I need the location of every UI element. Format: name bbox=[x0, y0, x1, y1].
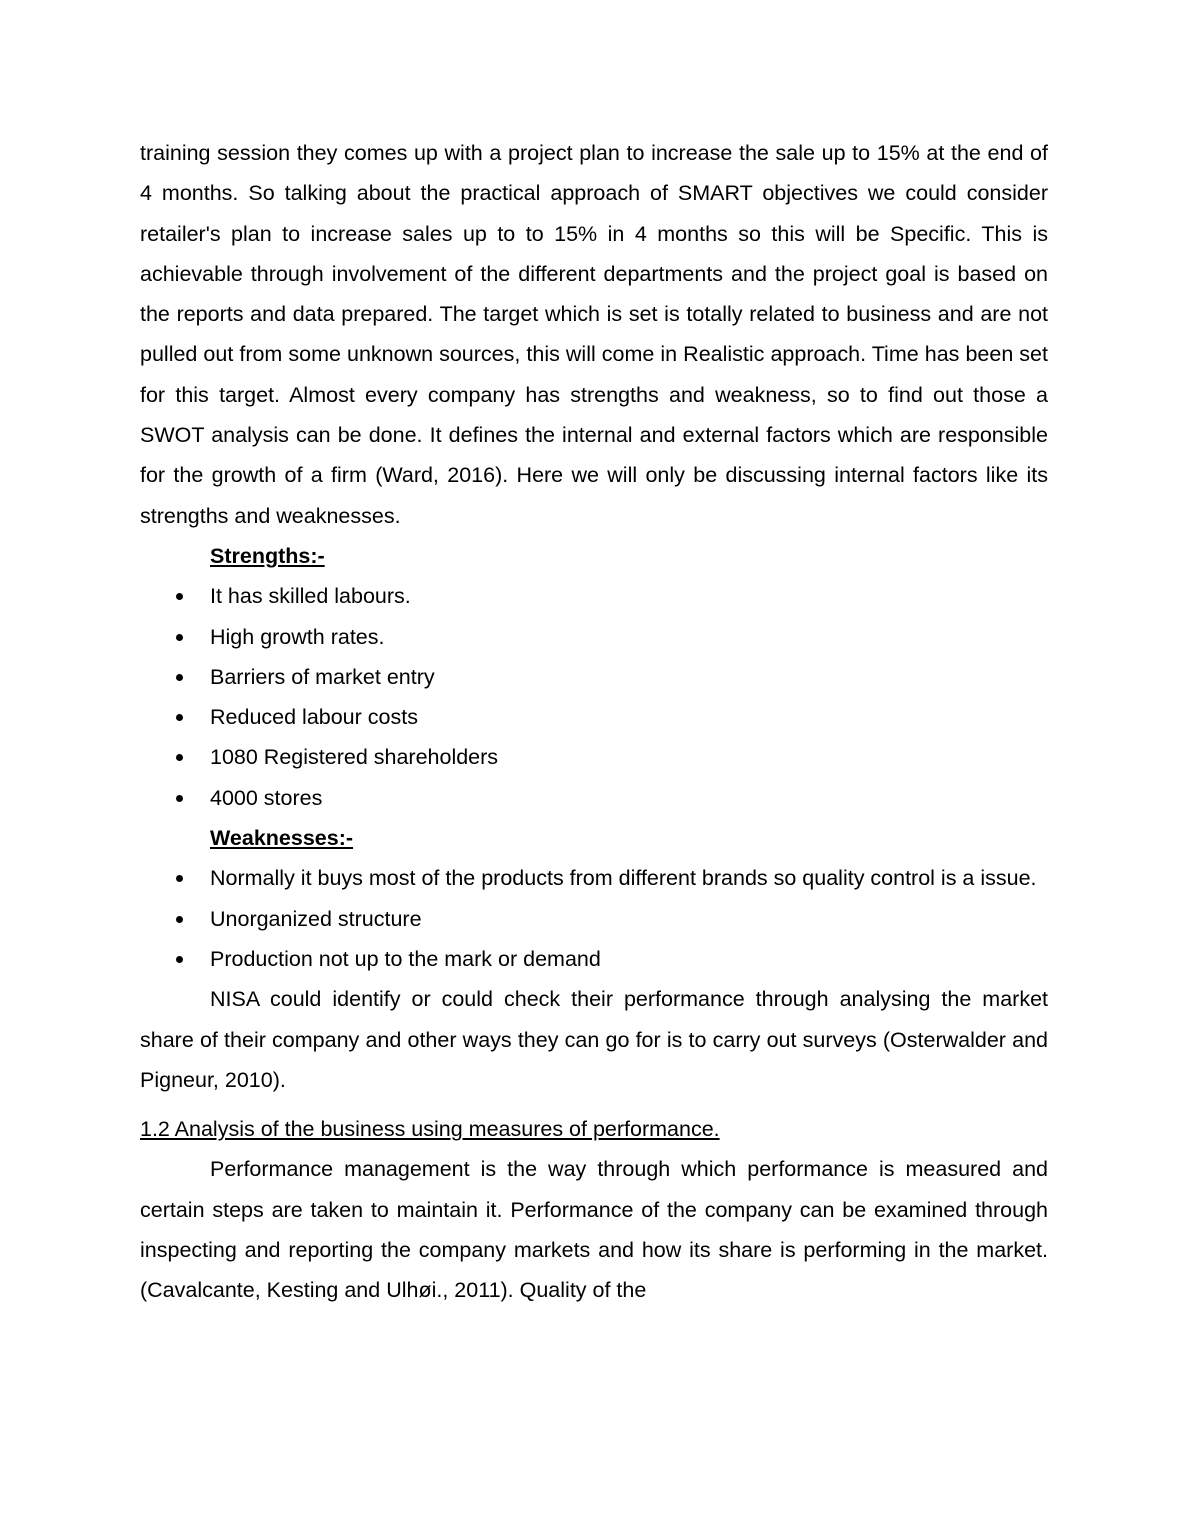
bullet-icon bbox=[176, 754, 183, 761]
list-item bbox=[140, 617, 1048, 657]
list-item-text: High growth rates. bbox=[210, 624, 385, 649]
weaknesses-list bbox=[140, 858, 1048, 979]
list-item-text: Production not up to the mark or demand bbox=[210, 946, 601, 971]
list-item bbox=[140, 657, 1048, 697]
bullet-icon bbox=[176, 634, 183, 641]
list-item-text: Reduced labour costs bbox=[210, 705, 418, 730]
bullet-icon bbox=[176, 674, 183, 681]
strengths-list bbox=[140, 576, 1048, 818]
bullet-icon bbox=[176, 593, 183, 600]
list-item-text: It has skilled labours. bbox=[210, 584, 411, 609]
list-item-text: 4000 stores bbox=[210, 785, 323, 810]
list-item bbox=[140, 576, 1048, 616]
section-paragraph: Performance management is the way through which performance is measured and certain steps are taken to maintain it. Performance of the company can be examined through inspecting and reporting the company markets and how its share is performing in the market. (Cavalcante, Kesting and Ulhøi., 2011). Quality of the bbox=[140, 1157, 1048, 1303]
section-heading: 1.2 Analysis of the business using measures of performance. bbox=[140, 1117, 720, 1142]
bullet-icon bbox=[176, 714, 183, 721]
list-item-text: Barriers of market entry bbox=[210, 664, 435, 689]
bullet-icon bbox=[176, 875, 183, 882]
intro-paragraph: training session they comes up with a project plan to increase the sale up to 15% at the end of 4 months. So talking about the practical approach of SMART objectives we could consider retailer's plan to increase sales up to to 15% in 4 months so this will be Specific. This is achievable through involvement of the different departments and the project goal is based on the reports and data prepared. The target which is set is totally related to business and are not pulled out from some unknown sources, this will come in Realistic approach. Time has been set for this target. Almost every company has strengths and weakness, so to find out those a SWOT analysis can be done. It defines the internal and external factors which are responsible for the growth of a firm (Ward, 2016). Here we will only be discussing internal factors like its strengths and weaknesses. bbox=[140, 141, 1048, 528]
bullet-icon bbox=[176, 916, 183, 923]
list-item bbox=[140, 858, 1048, 898]
document-page bbox=[140, 133, 1048, 1311]
list-item bbox=[140, 697, 1048, 737]
list-item bbox=[140, 778, 1048, 818]
bullet-icon bbox=[176, 956, 183, 963]
list-item-text: Normally it buys most of the products from different brands so quality control is a issue. bbox=[210, 866, 1037, 891]
list-item bbox=[140, 939, 1048, 979]
list-item-text: Unorganized structure bbox=[210, 906, 422, 931]
list-item bbox=[140, 737, 1048, 777]
nisa-paragraph: NISA could identify or could check their performance through analysing the market share of their company and other ways they can go for is to carry out surveys (Osterwalder and Pigneur, 2010). bbox=[140, 987, 1048, 1092]
list-item bbox=[140, 899, 1048, 939]
strengths-heading: Strengths:- bbox=[210, 543, 325, 568]
bullet-icon bbox=[176, 795, 183, 802]
list-item-text: 1080 Registered shareholders bbox=[210, 745, 499, 770]
weaknesses-heading: Weaknesses:- bbox=[210, 826, 354, 851]
